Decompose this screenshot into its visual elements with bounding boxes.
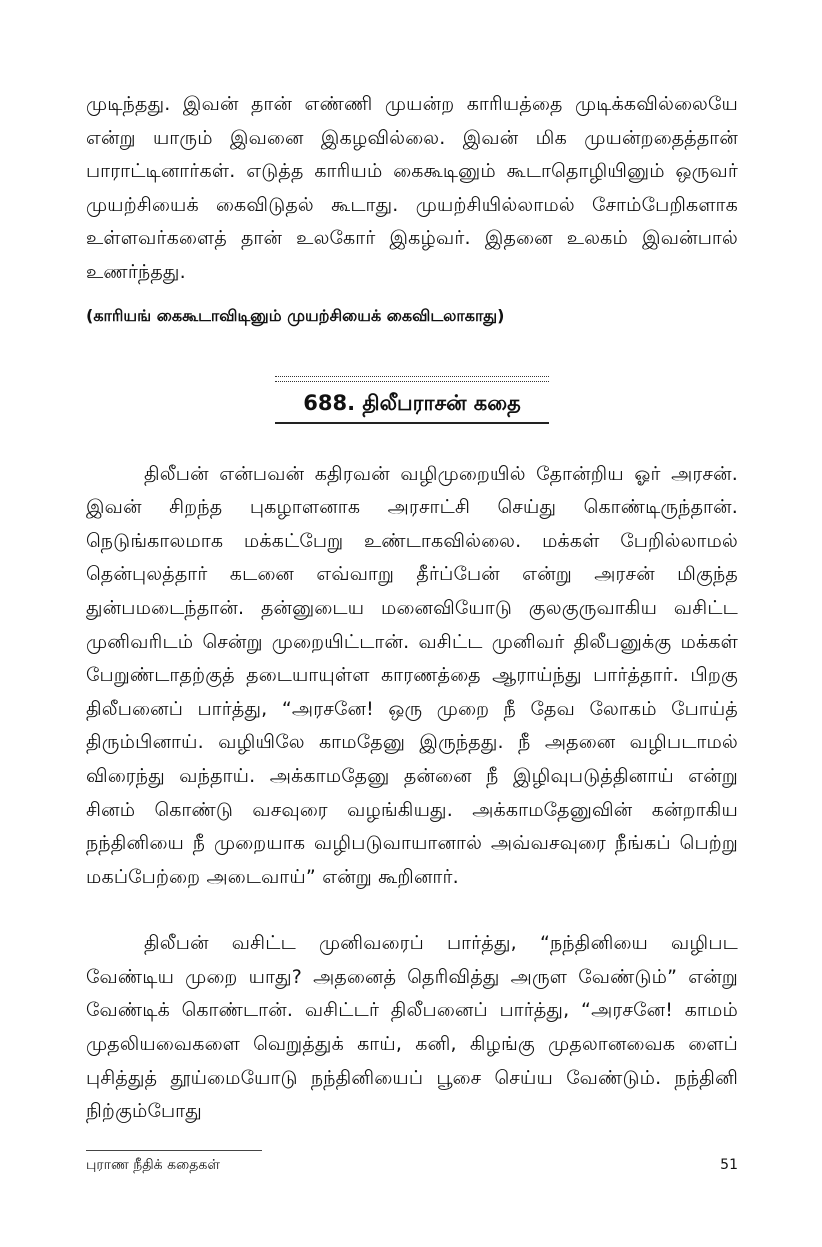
footer-rule [86,1150,262,1151]
heading-ornament-top [275,376,549,382]
story-paragraph-1: திலீபன் என்பவன் கதிரவன் வழிமுறையில் தோன்றிய ஓர் அரசன். இவன் சிறந்த புகழாளனாக அரசாட்சி செய்து கொண்டிருந்தான். நெடுங்காலமாக மக்கட்பேறு உண்டாகவில்லை. மக்கள் பேறில்லாமல் தென்புலத்தார் கடனை எவ்வாறு தீர்ப்பேன் என்று அரசன் மிகுந்த துன்பமடைந்தான். தன்னுடைய மனைவியோடு குலகுருவாகிய வசிட்ட முனிவரிடம் சென்று முறையிட்டான். வசிட்ட முனிவர் திலீபனுக்கு மக்கள் பேறுண்டாதற்குத் தடையாயுள்ள காரணத்தை ஆராய்ந்து பார்த்தார். பிறகு திலீபனைப் பார்த்து, “அரசனே! ஒரு முறை நீ தேவ லோகம் போய்த் திரும்பினாய். வழியிலே காமதேனு இருந்தது. நீ அதனை வழிபடாமல் விரைந்து வந்தாய். அக்காமதேனு தன்னை நீ இழிவுபடுத்தினாய் என்று சினம் கொண்டு வசவுரை வழங்கியது. அக்காமதேனுவின் கன்றாகிய நந்தினியை நீ முறையாக வழிபடுவாயானால் அவ்வசவுரை நீங்கப் பெற்று மகப்பேற்றை அடைவாய்” என்று கூறினார். [86,462,738,888]
paragraph-gap [86,894,738,927]
footer-book-title: புராண நீதிக் கதைகள் [86,1157,220,1173]
story-paragraph-2: திலீபன் வசிட்ட முனிவரைப் பார்த்து, “நந்தினியை வழிபட வேண்டிய முறை யாது? அதனைத் தெரிவித்து அருள வேண்டும்” என்று வேண்டிக் கொண்டான். வசிட்டர் திலீபனைப் பார்த்து, “அரசனே! காமம் முதலியவைகளை வெறுத்துக் காய், கனி, கிழங்கு முதலானவைக ளைப் புசித்துத் தூய்மையோடு நந்தினியைப் பூசை செய்ய வேண்டும். நந்தினி நிற்கும்போது [86,932,738,1123]
story-body [86,458,738,1129]
heading-underline [275,422,549,424]
page-content [86,88,738,1129]
page-number: 51 [720,1157,738,1173]
story-heading-block [275,376,549,424]
intro-paragraph: முடிந்தது. இவன் தான் எண்ணி முயன்ற காரியத்தை முடிக்கவில்லையே என்று யாரும் இவனை இகழவில்லை. இவன் மிக முயன்றதைத்தான் பாராட்டினார்கள். எடுத்த காரியம் கைகூடினும் கூடாதொழியினும் ஒருவர் முயற்சியைக் கைவிடுதல் கூடாது. முயற்சியில்லாமல் சோம்பேறிகளாக உள்ளவர்களைத் தான் உலகோர் இகழ்வர். இதனை உலகம் இவன்பால் உணர்ந்தது. [86,93,738,283]
story-title: 688. திலீபராசன் கதை [303,390,521,415]
moral-line: (காரியங் கைகூடாவிடினும் முயற்சியைக் கைவிடலாகாது) [86,305,505,325]
